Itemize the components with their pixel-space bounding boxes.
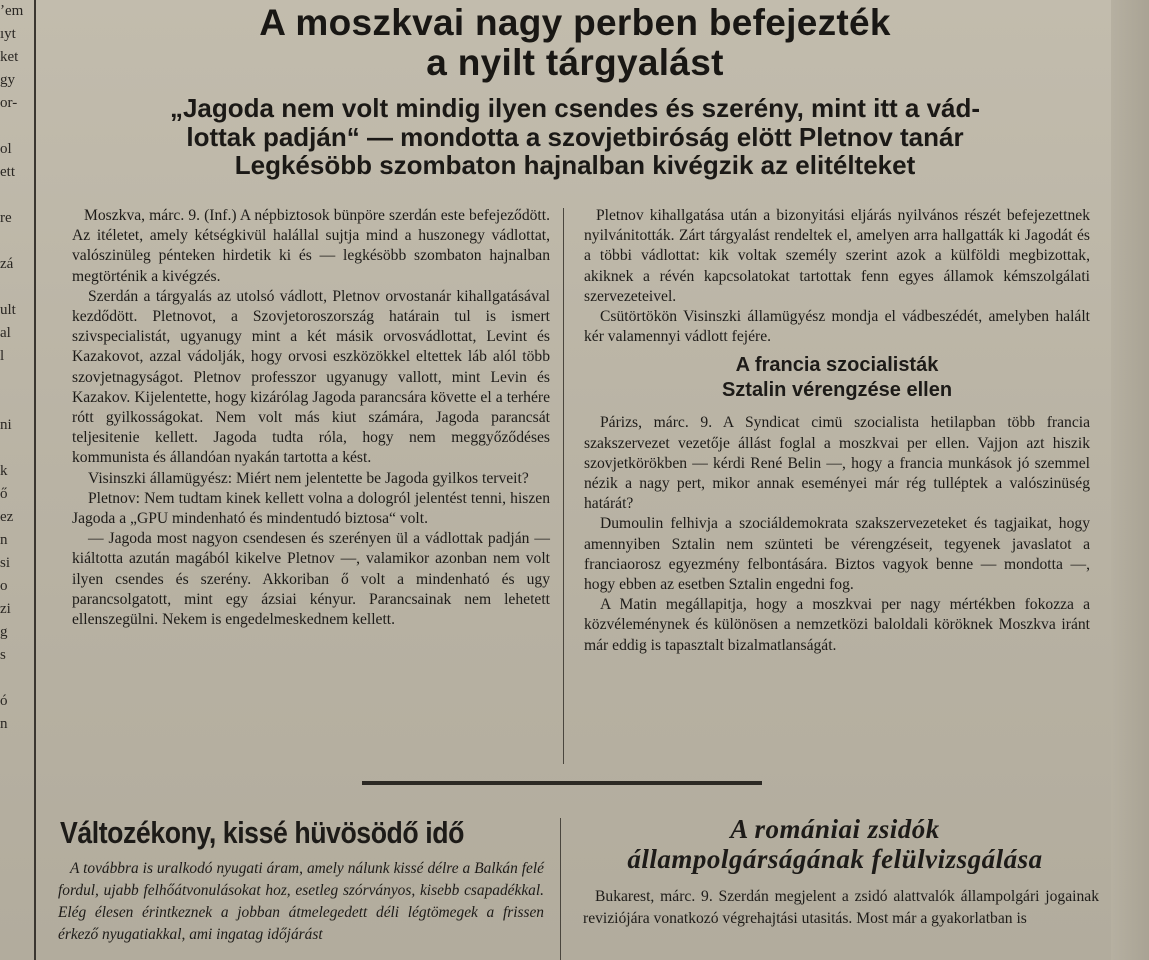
column-divider	[563, 208, 564, 764]
margin-fragment: o	[0, 578, 8, 594]
section-heading-line-1: A francia szocialisták	[735, 354, 939, 377]
margin-fragment: al	[0, 325, 11, 341]
article-paragraph: — Jagoda most nagyon csendesen és szerényen ül a vádlottak padján — kiáltotta azután magából kikelve Pletnov —, valamikor azonban nem volt ilyen csendes és szerény. Akkoriban ő volt a mindenható és ugy parancsolgatott, mint egy ázsiai kényur. Parancsainak nem lehetett ellenszegülni. Nekem is engedelmeskednem kellett.	[72, 530, 550, 629]
margin-fragment: ol	[0, 141, 12, 157]
article-paragraph: Csütörtökön Visinszki államügyész mondja el vádbeszédét, amelyben halált kér valamennyi vádlott fejére.	[584, 308, 1090, 346]
margin-fragment: n	[0, 532, 8, 548]
article-paragraph: Bukarest, márc. 9. Szerdán megjelent a zsidó alattvalók állampolgári jogainak reviziójára vonatkozó végrehajtási utasitás. Most már a gyakorlatban is	[583, 888, 1099, 927]
margin-fragment: ő	[0, 486, 8, 502]
romania-headline-line-2: állampolgárságának felülvizsgálása	[627, 844, 1043, 874]
article-paragraph: A Matin megállapitja, hogy a moszkvai per nagy mértékben fokozza a közvéleménynek és különösen a nemzetközi baloldali köröknek Moszkva iránt már eddig is tapasztalt bizalmatlanságát.	[584, 596, 1090, 654]
headline-line-2: a nyilt tárgyalást	[426, 42, 724, 83]
margin-fragment	[0, 230, 30, 253]
margin-fragment: s	[0, 647, 6, 663]
article-paragraph: A továbbra is uralkodó nyugati áram, amely nálunk kissé délre a Balkán felé fordul, ujabb felhőátvonulásokat hoz, esetleg szórványos, kisebb csapadékkal. Elég élesen érintkeznek a jobban átmelegedett déli légtömegek a frissen érkező nyugatiakkal, ami ingatag időjárást	[58, 860, 544, 943]
margin-fragment: ʼem	[0, 3, 24, 19]
article-paragraph: Visinszki államügyész: Miért nem jelentette be Jagoda gyilkos terveit?	[88, 469, 529, 487]
romania-headline-line-1: A romániai zsidók	[730, 814, 940, 844]
margin-fragment	[0, 276, 30, 299]
margin-fragment	[0, 667, 30, 690]
article-column-left	[72, 206, 550, 630]
margin-fragment: g	[0, 624, 8, 640]
margin-fragment	[0, 115, 30, 138]
article-paragraph: Párizs, márc. 9. A Syndicat cimü szocialista hetilapban több francia szakszervezet vezetője állást foglal a moszkvai per ellen. Vajjon azt hiszik szovjetkörökben — kérdi René Belin —, hogy a francia munkások jó szemmel nézik a nagy pert, mikor annak eseményei már rég tulléptek a valószinüség határát?	[584, 414, 1090, 513]
article-paragraph: Szerdán a tárgyalás az utolsó vádlott, Pletnov orvostanár kihallgatásával kezdődött. Pletnovot, a Szovjetoroszország határain tul is ismert szivspecialistát, ugyanugy mint a két másik orvosvádlottat, Levint és Kazakovot, azzal vádolják, hogy orvosi eszközökkel eltettek láb alól több szovjetnagyságot. Pletnov professzor ugyanugy vallott, mint Levin és Kazakov. Kijelentette, hogy kizárólag Jagoda parancsára követte el a terhére rótt gyilkosságokat. Nem volt más kiut számára, Jagoda parancsát teljesitenie kellett. Jagoda tudta róla, hogy nem meggyőződéses kommunista és állandóan nyakán tartotta a kést.	[72, 287, 550, 467]
headline-line-1: A moszkvai nagy perben befejezték	[259, 2, 891, 43]
article-paragraph: Pletnov kihallgatása után a bizonyitási eljárás nyilvános részét befejezettnek nyilvánitották. Zárt tárgyalást rendeltek el, amelyen arra hallgatták ki Jagodát és a többi vádlottat: kik voltak személy szerint azok a külföldi megbizottak, akiknek a révén kapcsolatokat tartottak fenn egyes államok kémszolgálati szervezeteivel.	[584, 207, 1090, 305]
article-column-right	[584, 206, 1090, 656]
romania-article	[583, 886, 1099, 930]
subhead-line-1: „Jagoda nem volt mindig ilyen csendes és szerény, mint itt a vád-	[169, 93, 981, 123]
weather-headline: Változékony, kissé hüvösödő idő	[60, 815, 464, 850]
left-margin-fragments	[0, 0, 30, 960]
margin-fragment: ult	[0, 302, 16, 318]
margin-fragment: ket	[0, 49, 19, 65]
section-heading	[584, 353, 1090, 403]
margin-fragment: ett	[0, 164, 15, 180]
section-separator-rule	[362, 781, 762, 785]
margin-fragment	[0, 368, 30, 391]
left-column-rule	[34, 0, 36, 960]
margin-fragment: si	[0, 555, 11, 571]
margin-fragment: k	[0, 463, 8, 479]
right-page-edge	[1111, 0, 1149, 960]
margin-fragment	[0, 437, 30, 460]
margin-fragment: re	[0, 210, 12, 226]
weather-article	[58, 858, 544, 946]
margin-fragment	[0, 184, 30, 207]
margin-fragment: ez	[0, 509, 14, 525]
margin-fragment: or-	[0, 95, 18, 111]
margin-fragment: ó	[0, 693, 8, 709]
margin-fragment: l	[0, 348, 5, 364]
article-paragraph: Moszkva, márc. 9. (Inf.) A népbiztosok bünpöre szerdán este befejeződött. Az itéletet, amely kétségkivül halállal sujtja mind a huszonegy vádlottat, valószinüleg pénteken hirdetik ki és — legkésöbb szombaton hajnalban megtörténik a kivégzés.	[72, 207, 550, 285]
margin-fragment: n	[0, 716, 8, 732]
article-paragraph: Pletnov: Nem tudtam kinek kellett volna a dologról jelentést tenni, hiszen Jagoda a „GPU mindenható és mindentudó biztosa“ volt.	[72, 489, 550, 528]
bottom-column-divider	[560, 818, 561, 960]
section-heading-line-2: Sztalin vérengzése ellen	[721, 379, 953, 402]
margin-fragment: ıyt	[0, 26, 16, 42]
subhead-line-3: Legkésöbb szombaton hajnalban kivégzik az elitélteket	[234, 150, 916, 180]
margin-fragment: ni	[0, 417, 12, 433]
margin-fragment: zá	[0, 256, 14, 272]
margin-fragment: gy	[0, 72, 15, 88]
margin-fragment	[0, 391, 30, 414]
subhead-line-2: lottak padján“ — mondotta a szovjetbiróság elött Pletnov tanár	[186, 122, 964, 152]
article-paragraph: Dumoulin felhivja a szociáldemokrata szakszervezeteket és tagjaikat, hogy amennyiben Sztalin nem szünteti be vérengzéseit, tegyenek javaslatot a franciaorosz egyezmény felbontására. Biztos vagyok benne — mondotta —, hogy ebben az esetben Sztalin engedni fog.	[584, 515, 1090, 594]
margin-fragment: zi	[0, 601, 11, 617]
